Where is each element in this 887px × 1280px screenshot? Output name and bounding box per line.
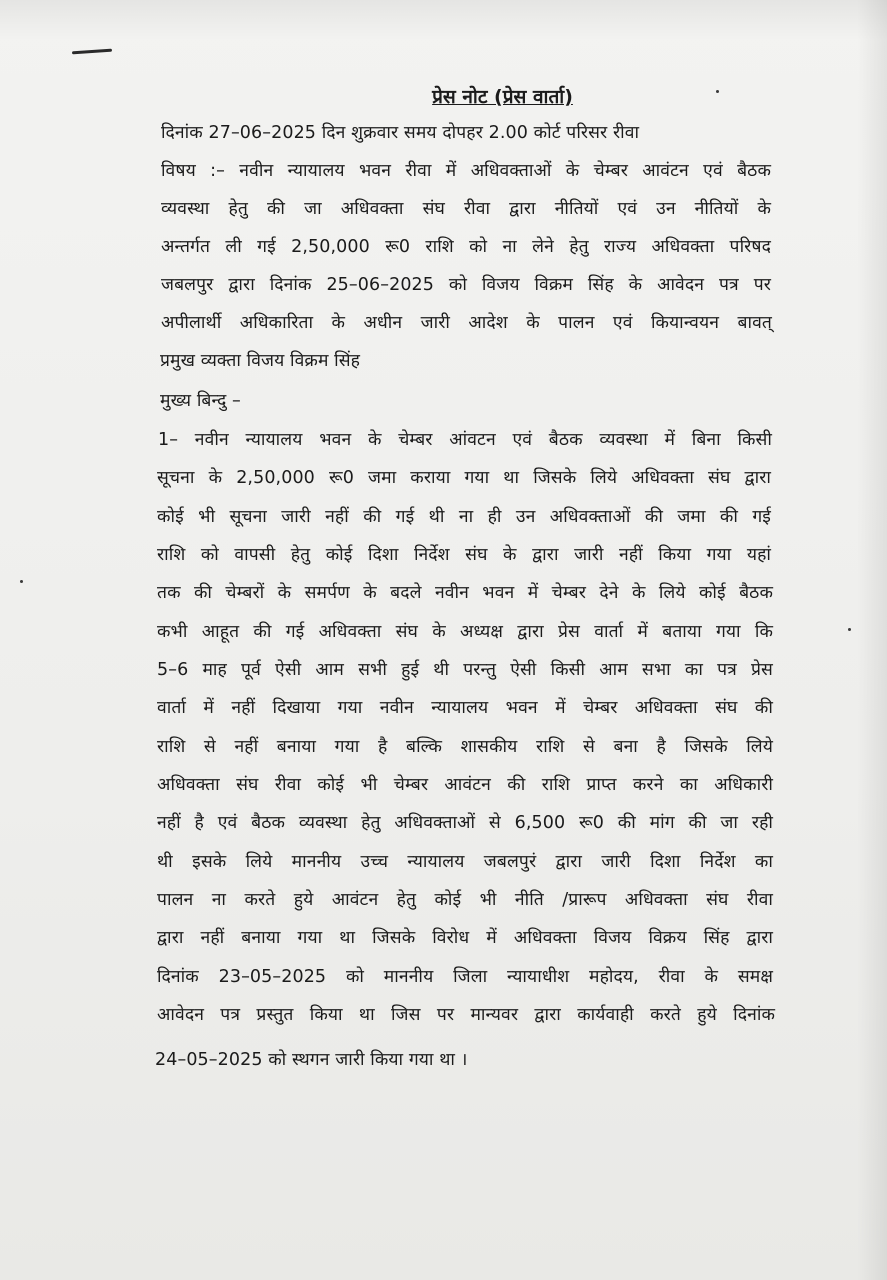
subject-line: व्यवस्था हेतु की जा अधिवक्ता संघ रीवा द्वारा नीतियों एवं उन नीतियों के (161, 199, 771, 219)
subject-line: अन्तर्गत ली गई 2,50,000 रू0 राशि को ना लेने हेतु राज्य अधिवक्ता परिषद (161, 237, 771, 257)
point-line: सूचना के 2,50,000 रू0 जमा कराया गया था जिसके लिये अधिवक्ता संघ द्वारा (157, 468, 771, 488)
top-edge-shadow (0, 0, 887, 40)
point-line: अधिवक्ता संघ रीवा कोई भी चेम्बर आवंटन की राशि प्राप्त करने का अधिकारी (157, 775, 773, 795)
point-line: तक की चेम्बरों के समर्पण के बदले नवीन भवन में चेम्बर देने के लिये कोई बैठक (157, 583, 773, 603)
point-line: पालन ना करते हुये आवंटन हेतु कोई भी नीति /प्रारूप अधिवक्ता संघ रीवा (157, 890, 773, 910)
point-line: नहीं है एवं बैठक व्यवस्था हेतु अधिवक्ताओं से 6,500 रू0 की मांग की जा रही (157, 813, 773, 833)
ink-speck (848, 628, 851, 631)
point-line: राशि को वापसी हेतु कोई दिशा निर्देश संघ के द्वारा जारी नहीं किया गया यहां (157, 545, 771, 565)
point-line: आवेदन पत्र प्रस्तुत किया था जिस पर मान्यवर द्वारा कार्यवाही करते हुये दिनांक (157, 1005, 775, 1025)
point-line: 1– नवीन न्यायालय भवन के चेम्बर आंवटन एवं बैठक व्यवस्था में बिना किसी (158, 430, 772, 450)
point-line: द्वारा नहीं बनाया गया था जिसके विरोध में अधिवक्ता विजय विक्रय सिंह द्वारा (157, 928, 773, 948)
point-line: 24–05–2025 को स्थगन जारी किया गया था । (155, 1050, 468, 1070)
subject-line: विषय :– नवीन न्यायालय भवन रीवा में अधिवक्ताओं के चेम्बर आवंटन एवं बैठक (161, 161, 771, 181)
page-title: प्रेस नोट (प्रेस वार्ता) (432, 86, 573, 108)
ink-speck (20, 580, 23, 583)
main-points-label: मुख्य बिन्दु – (160, 391, 241, 411)
point-line: कभी आहूत की गई अधिवक्ता संघ के अध्यक्ष द्वारा प्रेस वार्ता में बताया गया कि (157, 622, 773, 642)
point-line: दिनांक 23–05–2025 को माननीय जिला न्यायाधीश महोदय, रीवा के समक्ष (157, 967, 773, 987)
pen-mark (72, 49, 112, 55)
point-line: राशि से नहीं बनाया गया है बल्कि शासकीय राशि से बना है जिसके लिये (157, 737, 773, 757)
point-line: कोई भी सूचना जारी नहीं की गई थी ना ही उन अधिवक्ताओं की जमा की गई (157, 507, 771, 527)
right-edge-shadow (857, 0, 887, 1280)
point-line: थी इसके लिये माननीय उच्च न्यायालय जबलपुरं द्वारा जारी दिशा निर्देश का (157, 852, 773, 872)
spokesperson-line: प्रमुख व्यक्ता विजय विक्रम सिंह (160, 351, 361, 371)
point-line: वार्ता में नहीं दिखाया गया नवीन न्यायालय भवन में चेम्बर अधिवक्ता संघ की (157, 698, 773, 718)
subject-line: जबलपुर द्वारा दिनांक 25–06–2025 को विजय विक्रम सिंह के आवेदन पत्र पर (161, 275, 771, 295)
subject-line: अपीलार्थी अधिकारिता के अधीन जारी आदेश के पालन एवं कियान्वयन बावत् (161, 313, 772, 333)
date-time-venue-line: दिनांक 27–06–2025 दिन शुक्रवार समय दोपहर 2.00 कोर्ट परिसर रीवा (161, 123, 640, 143)
point-line: 5–6 माह पूर्व ऐसी आम सभी हुई थी परन्तु ऐसी किसी आम सभा का पत्र प्रेस (157, 660, 773, 680)
